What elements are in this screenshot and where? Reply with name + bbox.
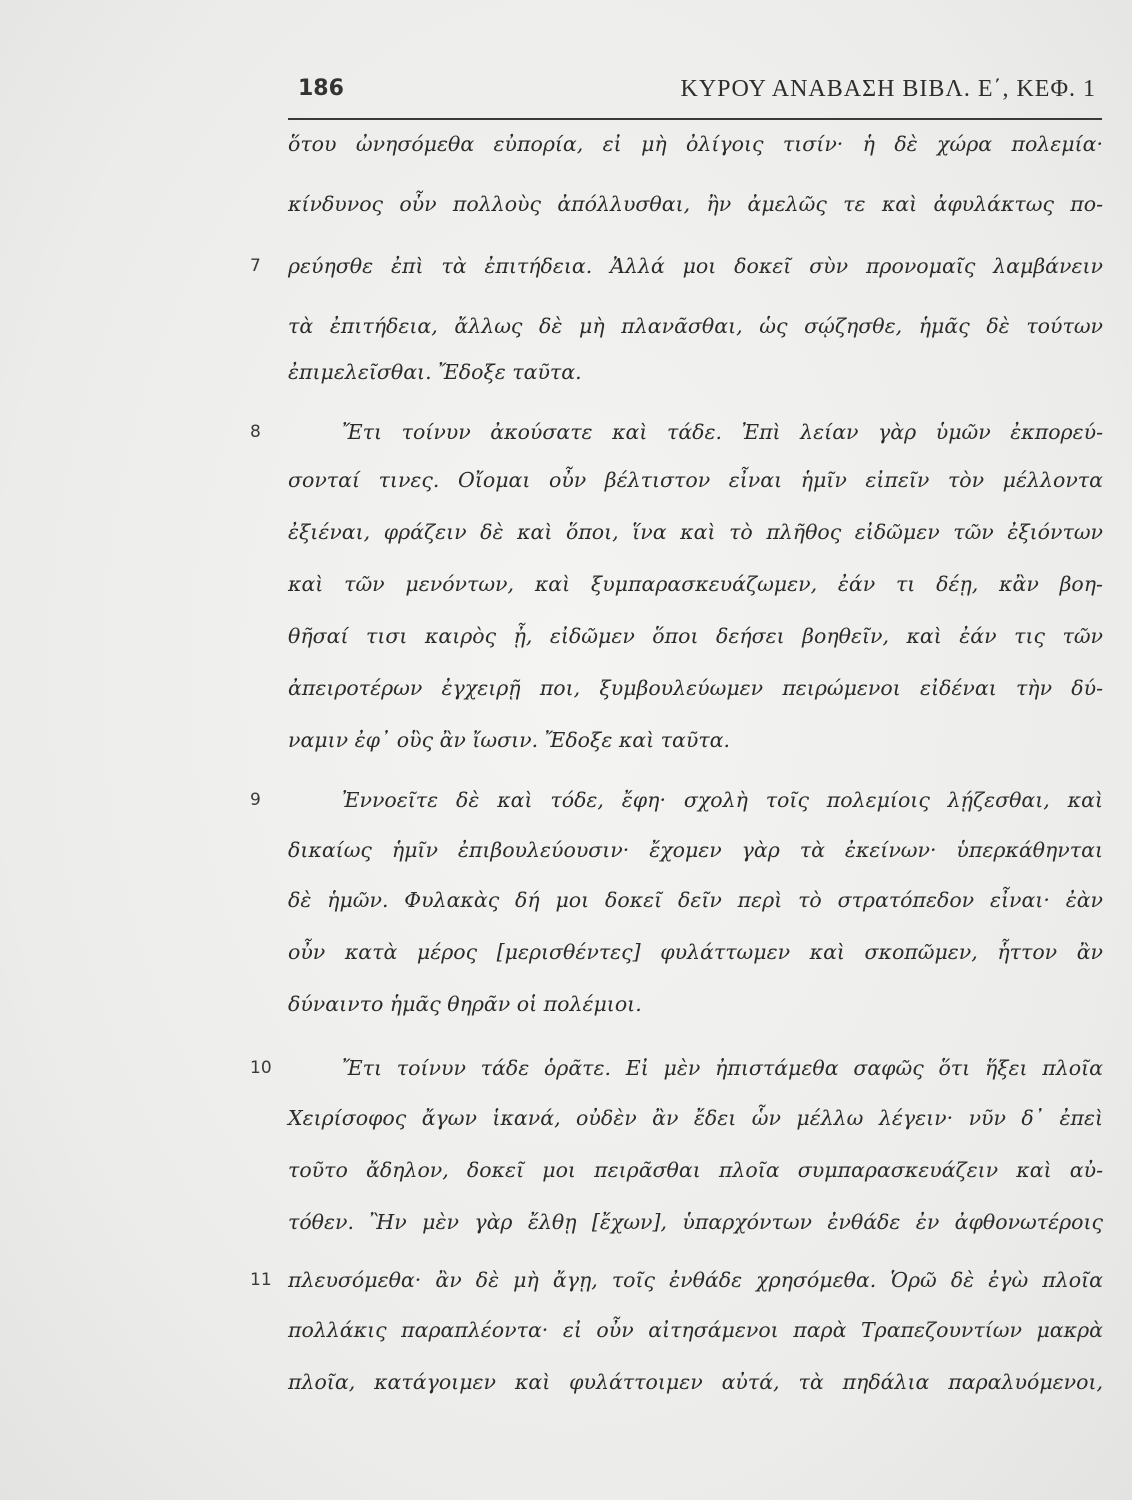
- running-title: ΚΥΡΟΥ ΑΝΑΒΑΣΗ ΒΙΒΛ. Ε΄, ΚΕΦ. 1: [680, 76, 1096, 102]
- text-line: τόθεν. Ἢν μὲν γὰρ ἔλθῃ [ἔχων], ὑπαρχόντων ἐνθάδε ἐν ἀφθονωτέροις: [288, 1210, 1103, 1234]
- section-number: 9: [250, 790, 261, 810]
- text-line: καὶ τῶν μενόντων, καὶ ξυμπαρασκευάζωμεν, ἐάν τι δέῃ, κἂν βοη-: [288, 572, 1103, 596]
- section-number: 8: [250, 422, 261, 442]
- text-line: ναμιν ἐφ᾽ οὓς ἂν ἴωσιν. Ἔδοξε καὶ ταῦτα.: [288, 728, 731, 752]
- text-line: θῆσαί τισι καιρὸς ᾖ, εἰδῶμεν ὅποι δεήσει βοηθεῖν, καὶ ἐάν τις τῶν: [288, 624, 1103, 648]
- text-line: ἐπιμελεῖσθαι. Ἔδοξε ταῦτα.: [288, 360, 582, 384]
- section-number: 10: [250, 1058, 272, 1078]
- text-line: δύναιντο ἡμᾶς θηρᾶν οἱ πολέμιοι.: [288, 992, 642, 1016]
- text-line: Ἔτι τοίνυν ἀκούσατε καὶ τάδε. Ἐπὶ λείαν γὰρ ὑμῶν ἐκπορεύ-: [342, 420, 1103, 444]
- page-header: [288, 72, 1102, 112]
- page-number: 186: [298, 76, 344, 101]
- text-line: σονταί τινες. Οἴομαι οὖν βέλτιστον εἶναι ἡμῖν εἰπεῖν τὸν μέλλοντα: [288, 468, 1103, 492]
- text-line: ὅτου ὠνησόμεθα εὐπορία, εἰ μὴ ὀλίγοις τισίν· ἡ δὲ χώρα πολεμία·: [288, 132, 1103, 156]
- section-number: 11: [250, 1270, 272, 1290]
- text-line: Ἐννοεῖτε δὲ καὶ τόδε, ἔφη· σχολὴ τοῖς πολεμίοις λῄζεσθαι, καὶ: [342, 788, 1103, 812]
- text-line: κίνδυνος οὖν πολλοὺς ἀπόλλυσθαι, ἢν ἀμελῶς τε καὶ ἀφυλάκτως πο-: [288, 192, 1103, 216]
- text-line: ἀπειροτέρων ἐγχειρῇ ποι, ξυμβουλεύωμεν πειρώμενοι εἰδέναι τὴν δύ-: [288, 676, 1103, 700]
- text-line: ἐξιέναι, φράζειν δὲ καὶ ὅποι, ἵνα καὶ τὸ πλῆθος εἰδῶμεν τῶν ἐξιόντων: [288, 520, 1103, 544]
- text-line: δικαίως ἡμῖν ἐπιβουλεύουσιν· ἔχομεν γὰρ τὰ ἐκείνων· ὑπερκάθηνται: [288, 838, 1103, 862]
- text-line: Ἔτι τοίνυν τάδε ὁρᾶτε. Εἰ μὲν ἠπιστάμεθα σαφῶς ὅτι ἥξει πλοῖα: [342, 1056, 1103, 1080]
- text-line: ρεύησθε ἐπὶ τὰ ἐπιτήδεια. Ἀλλά μοι δοκεῖ σὺν προνομαῖς λαμβάνειν: [288, 254, 1103, 278]
- header-rule: [288, 118, 1102, 120]
- text-line: τοῦτο ἄδηλον, δοκεῖ μοι πειρᾶσθαι πλοῖα συμπαρασκευάζειν καὶ αὐ-: [288, 1158, 1103, 1182]
- text-line: πολλάκις παραπλέοντα· εἰ οὖν αἰτησάμενοι παρὰ Τραπεζουντίων μακρὰ: [288, 1318, 1103, 1342]
- text-line: τὰ ἐπιτήδεια, ἄλλως δὲ μὴ πλανᾶσθαι, ὡς σῴζησθε, ἡμᾶς δὲ τούτων: [288, 314, 1103, 338]
- text-line: δὲ ἡμῶν. Φυλακὰς δή μοι δοκεῖ δεῖν περὶ τὸ στρατόπεδον εἶναι· ἐὰν: [288, 888, 1103, 912]
- text-line: οὖν κατὰ μέρος [μερισθέντες] φυλάττωμεν καὶ σκοπῶμεν, ἧττον ἂν: [288, 940, 1103, 964]
- text-line: Χειρίσοφος ἄγων ἱκανά, οὐδὲν ἂν ἔδει ὧν μέλλω λέγειν· νῦν δ᾽ ἐπεὶ: [288, 1106, 1103, 1130]
- text-line: πλοῖα, κατάγοιμεν καὶ φυλάττοιμεν αὐτά, τὰ πηδάλια παραλυόμενοι,: [288, 1370, 1103, 1394]
- section-number: 7: [250, 256, 261, 276]
- text-line: πλευσόμεθα· ἂν δὲ μὴ ἄγῃ, τοῖς ἐνθάδε χρησόμεθα. Ὁρῶ δὲ ἐγὼ πλοῖα: [288, 1268, 1103, 1292]
